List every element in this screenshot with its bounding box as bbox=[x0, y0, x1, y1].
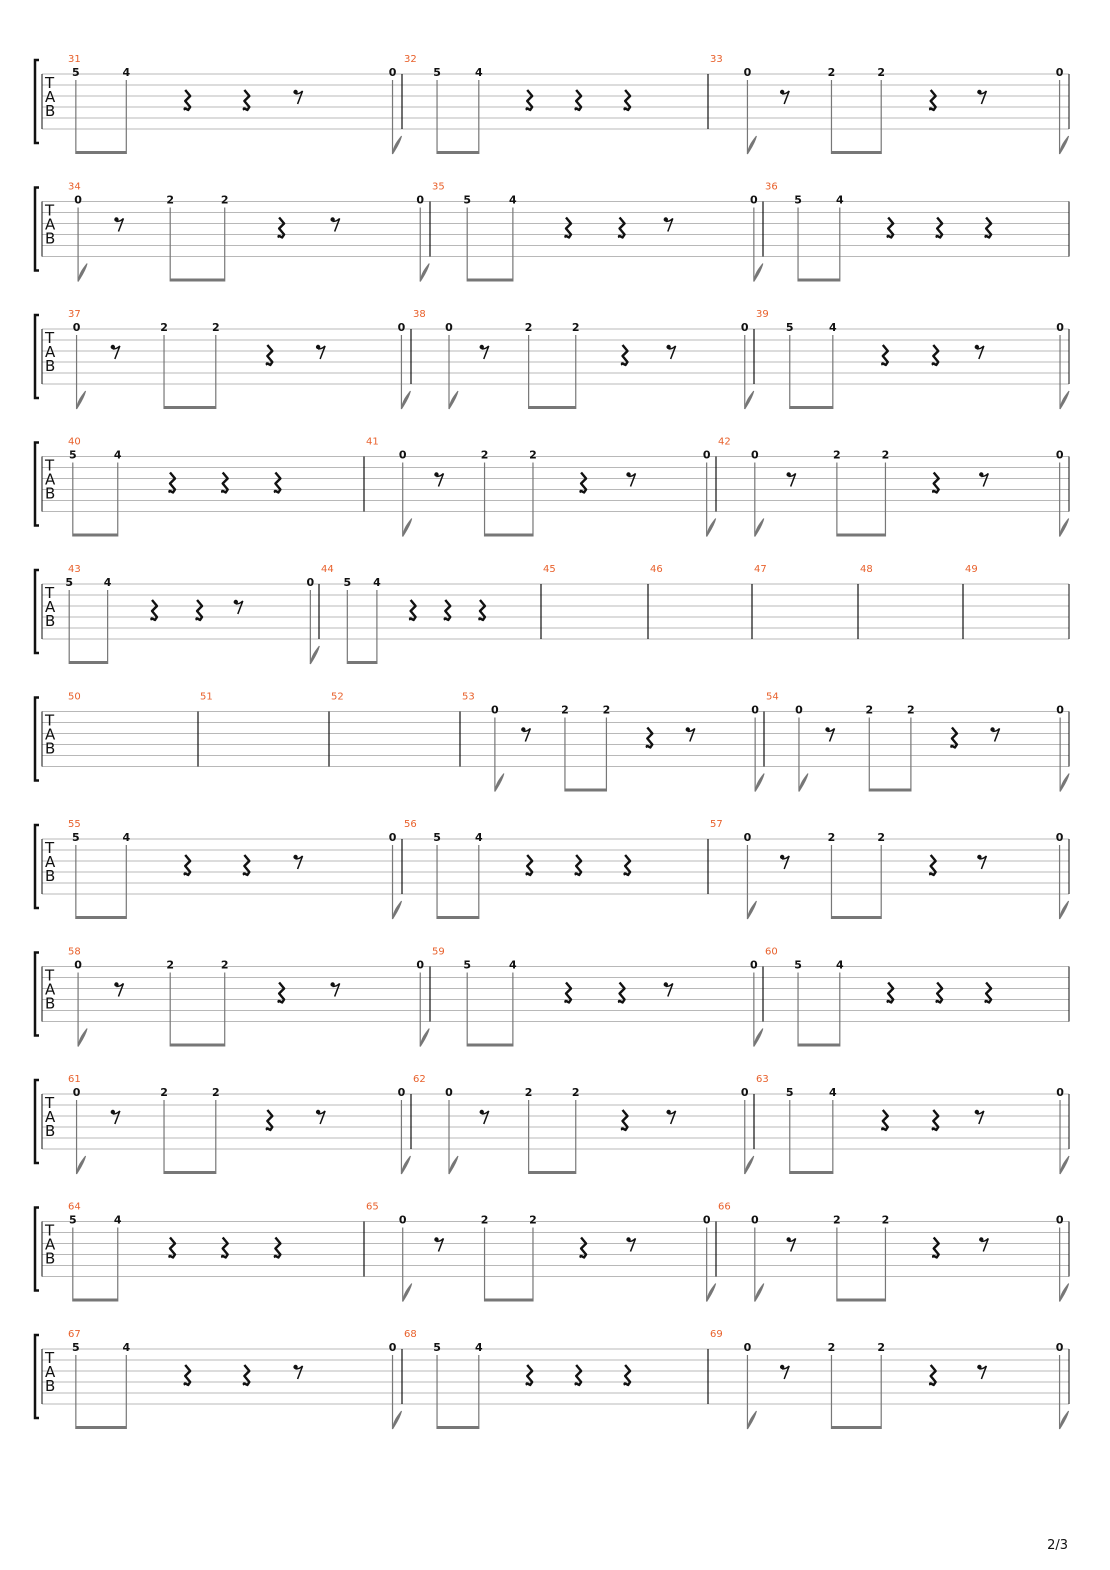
measure-number: 56 bbox=[404, 819, 417, 830]
fret-number: 0 bbox=[72, 1086, 81, 1099]
system-bracket bbox=[35, 443, 39, 526]
fret-number: 0 bbox=[702, 448, 711, 462]
system-bracket bbox=[35, 315, 39, 398]
measure bbox=[460, 692, 764, 792]
measure bbox=[754, 1074, 1069, 1174]
fret-number: 0 bbox=[491, 703, 499, 717]
fret-number: 4 bbox=[828, 1086, 837, 1099]
system-bracket bbox=[35, 953, 39, 1036]
fret-number: 4 bbox=[474, 831, 483, 844]
beam bbox=[798, 1044, 840, 1047]
tab-system bbox=[35, 1329, 1069, 1429]
measure bbox=[68, 1074, 410, 1174]
tab-clef-letter: T bbox=[45, 1221, 55, 1240]
measure bbox=[430, 182, 763, 282]
measure-number: 62 bbox=[413, 1074, 426, 1085]
eighth-flag bbox=[1060, 1156, 1069, 1174]
measure bbox=[68, 437, 280, 537]
fret-number: 0 bbox=[306, 576, 315, 589]
measure-number: 39 bbox=[756, 309, 769, 320]
tab-clef-letter: B bbox=[45, 1249, 56, 1268]
tab-clef-letter: T bbox=[45, 329, 55, 347]
system-bracket bbox=[35, 570, 39, 653]
fret-number: 0 bbox=[74, 193, 82, 207]
eighth-flag bbox=[755, 774, 764, 792]
fret-number: 2 bbox=[571, 321, 580, 334]
fret-number: 0 bbox=[743, 66, 752, 79]
tab-system bbox=[35, 819, 1069, 919]
measure-number: 55 bbox=[68, 819, 81, 830]
fret-number: 5 bbox=[785, 321, 794, 334]
measure-number: 37 bbox=[68, 309, 81, 320]
fret-number: 2 bbox=[480, 448, 489, 462]
beam bbox=[437, 1426, 479, 1429]
measure bbox=[708, 1329, 1069, 1429]
eighth-flag bbox=[393, 136, 402, 154]
fret-number: 5 bbox=[433, 66, 441, 79]
tab-clef-letter: B bbox=[45, 994, 56, 1013]
fret-number: 2 bbox=[881, 1213, 890, 1227]
fret-number: 4 bbox=[373, 576, 381, 589]
tab-clef-letter: T bbox=[45, 1349, 55, 1367]
tab-system bbox=[35, 564, 1069, 664]
measure-number: 53 bbox=[462, 691, 475, 703]
beam bbox=[69, 661, 107, 664]
measure-number: 57 bbox=[710, 819, 723, 830]
page-number: 2/3 bbox=[1047, 1538, 1068, 1553]
measure-number: 50 bbox=[68, 691, 81, 703]
tab-clef-letter: B bbox=[45, 357, 56, 375]
fret-number: 4 bbox=[474, 1341, 483, 1354]
beam bbox=[485, 534, 533, 537]
fret-number: 0 bbox=[750, 1213, 759, 1227]
beam bbox=[831, 916, 881, 919]
measure-number: 38 bbox=[413, 309, 426, 320]
tab-clef-letter: A bbox=[45, 725, 56, 744]
measure-number: 58 bbox=[68, 946, 81, 958]
fret-number: 5 bbox=[463, 958, 472, 972]
measure bbox=[68, 54, 402, 154]
measure bbox=[402, 54, 630, 154]
system-bracket bbox=[35, 1080, 39, 1163]
fret-number: 4 bbox=[113, 448, 122, 462]
beam bbox=[73, 534, 118, 537]
system-bracket bbox=[35, 698, 39, 781]
fret-number: 0 bbox=[751, 703, 759, 717]
measure bbox=[764, 692, 1069, 792]
tab-clef-letter: A bbox=[45, 853, 56, 871]
fret-number: 5 bbox=[72, 1341, 80, 1354]
fret-number: 2 bbox=[524, 1086, 533, 1099]
eighth-flag bbox=[420, 1029, 429, 1047]
beam bbox=[467, 279, 513, 282]
fret-number: 4 bbox=[835, 958, 844, 972]
fret-number: 5 bbox=[433, 1341, 441, 1354]
beam bbox=[837, 1299, 886, 1302]
measure bbox=[411, 1074, 754, 1174]
fret-number: 2 bbox=[833, 1213, 841, 1227]
measure-number: 34 bbox=[68, 181, 81, 193]
beam bbox=[869, 789, 911, 792]
measure bbox=[708, 54, 1069, 154]
measure bbox=[68, 692, 81, 703]
fret-number: 2 bbox=[881, 448, 890, 462]
fret-number: 5 bbox=[794, 958, 802, 972]
fret-number: 2 bbox=[160, 1086, 168, 1099]
fret-number: 4 bbox=[113, 1213, 122, 1227]
measure-number: 32 bbox=[404, 54, 417, 65]
measure bbox=[68, 947, 429, 1047]
measure-number: 40 bbox=[68, 436, 81, 448]
tab-clef-letter: A bbox=[45, 343, 56, 361]
fret-number: 0 bbox=[750, 193, 758, 207]
beam bbox=[798, 279, 840, 282]
tab-clef-letter: B bbox=[45, 612, 56, 630]
fret-number: 4 bbox=[103, 576, 112, 589]
fret-number: 2 bbox=[166, 958, 175, 972]
fret-number: 2 bbox=[571, 1086, 580, 1099]
measure bbox=[716, 1202, 1069, 1302]
measure-number: 59 bbox=[432, 946, 445, 958]
eighth-flag bbox=[403, 519, 412, 537]
eighth-flag bbox=[310, 646, 319, 664]
beam bbox=[170, 279, 225, 282]
eighth-flag bbox=[1060, 391, 1069, 409]
fret-number: 0 bbox=[388, 66, 397, 79]
beam bbox=[790, 406, 833, 409]
fret-number: 2 bbox=[160, 321, 168, 334]
eighth-flag bbox=[754, 1029, 763, 1047]
measure bbox=[430, 947, 763, 1047]
fret-number: 0 bbox=[1056, 1086, 1064, 1099]
fret-number: 5 bbox=[794, 193, 802, 207]
fret-number: 0 bbox=[702, 1213, 711, 1227]
eighth-flag bbox=[1060, 1284, 1069, 1302]
fret-number: 2 bbox=[166, 193, 175, 207]
fret-number: 2 bbox=[220, 193, 229, 207]
measure bbox=[68, 1202, 280, 1302]
fret-number: 5 bbox=[343, 576, 352, 589]
tab-system bbox=[35, 1074, 1069, 1174]
eighth-flag bbox=[754, 264, 763, 282]
fret-number: 4 bbox=[509, 958, 517, 972]
tab-clef-letter: T bbox=[45, 839, 55, 857]
system-bracket bbox=[35, 188, 39, 271]
eighth-flag bbox=[77, 1156, 86, 1174]
beam bbox=[831, 151, 881, 154]
eighth-flag bbox=[495, 774, 504, 792]
beam bbox=[467, 1044, 513, 1047]
tab-clef-letter: T bbox=[45, 456, 55, 475]
eighth-flag bbox=[401, 391, 410, 409]
fret-number: 4 bbox=[122, 831, 131, 844]
beam bbox=[529, 406, 576, 409]
tab-system bbox=[35, 54, 1069, 154]
beam bbox=[76, 916, 126, 919]
measure-number: 48 bbox=[860, 564, 873, 575]
fret-number: 2 bbox=[907, 703, 915, 717]
fret-number: 0 bbox=[1056, 703, 1064, 717]
measure-number: 42 bbox=[718, 436, 731, 448]
fret-number: 5 bbox=[72, 831, 80, 844]
eighth-flag bbox=[449, 391, 458, 409]
eighth-flag bbox=[1060, 901, 1069, 919]
measure-number: 33 bbox=[710, 54, 723, 65]
fret-number: 2 bbox=[827, 1341, 836, 1354]
measure-number: 67 bbox=[68, 1329, 81, 1340]
beam bbox=[565, 789, 606, 792]
eighth-flag bbox=[755, 519, 764, 537]
fret-number: 2 bbox=[480, 1213, 489, 1227]
eighth-flag bbox=[401, 1156, 410, 1174]
eighth-flag bbox=[393, 901, 402, 919]
fret-number: 2 bbox=[827, 66, 836, 79]
fret-number: 0 bbox=[1055, 831, 1064, 844]
measure bbox=[68, 1329, 402, 1429]
fret-number: 0 bbox=[750, 958, 758, 972]
measure-number: 61 bbox=[68, 1074, 81, 1085]
fret-number: 2 bbox=[561, 703, 569, 717]
tab-clef-letter: A bbox=[45, 1235, 56, 1254]
fret-number: 0 bbox=[397, 1086, 406, 1099]
eighth-flag bbox=[1060, 519, 1069, 537]
tab-clef-letter: T bbox=[45, 201, 55, 220]
eighth-flag bbox=[747, 901, 756, 919]
fret-number: 0 bbox=[388, 1341, 397, 1354]
fret-number: 0 bbox=[1055, 448, 1064, 462]
tab-clef-letter: B bbox=[45, 867, 56, 885]
measure bbox=[754, 309, 1069, 409]
measure bbox=[708, 819, 1069, 919]
measure-number: 43 bbox=[68, 564, 81, 575]
tab-clef-letter: T bbox=[45, 1094, 55, 1112]
measure bbox=[68, 819, 402, 919]
tab-clef-letter: A bbox=[45, 598, 56, 616]
fret-number: 5 bbox=[433, 831, 441, 844]
fret-number: 0 bbox=[388, 831, 397, 844]
eighth-flag bbox=[707, 519, 716, 537]
fret-number: 5 bbox=[68, 448, 77, 462]
measure-number: 45 bbox=[543, 564, 556, 575]
measure-number: 63 bbox=[756, 1074, 769, 1085]
tab-clef-letter: T bbox=[45, 74, 55, 92]
measure-number: 35 bbox=[432, 181, 445, 193]
fret-number: 0 bbox=[445, 321, 453, 334]
eighth-flag bbox=[755, 1284, 764, 1302]
measure bbox=[319, 564, 485, 664]
eighth-flag bbox=[393, 1411, 402, 1429]
fret-number: 5 bbox=[65, 576, 74, 589]
fret-number: 2 bbox=[529, 1213, 537, 1227]
measure-number: 44 bbox=[321, 564, 334, 575]
fret-number: 0 bbox=[398, 448, 407, 462]
fret-number: 0 bbox=[743, 1341, 752, 1354]
fret-number: 4 bbox=[122, 1341, 131, 1354]
measure bbox=[68, 309, 410, 409]
measure-number: 46 bbox=[650, 564, 663, 575]
fret-number: 0 bbox=[1055, 1213, 1064, 1227]
fret-number: 0 bbox=[416, 958, 425, 972]
tab-system bbox=[35, 1202, 1069, 1302]
fret-number: 4 bbox=[509, 193, 517, 207]
beam bbox=[790, 1171, 833, 1174]
tab-clef-letter: A bbox=[45, 1108, 56, 1126]
beam bbox=[164, 406, 216, 409]
tab-clef-letter: B bbox=[45, 1122, 56, 1140]
fret-number: 0 bbox=[1055, 66, 1064, 79]
fret-number: 0 bbox=[795, 703, 803, 717]
fret-number: 2 bbox=[877, 66, 886, 79]
measure-number: 51 bbox=[200, 691, 213, 703]
fret-number: 2 bbox=[877, 831, 886, 844]
eighth-flag bbox=[747, 136, 756, 154]
eighth-flag bbox=[799, 774, 808, 792]
measure-number: 31 bbox=[68, 54, 81, 65]
measure-number: 60 bbox=[765, 946, 778, 958]
eighth-flag bbox=[78, 264, 87, 282]
fret-number: 2 bbox=[211, 321, 220, 334]
fret-number: 2 bbox=[865, 703, 874, 717]
fret-number: 0 bbox=[416, 193, 425, 207]
tab-clef-letter: B bbox=[45, 484, 56, 503]
tab-system bbox=[35, 692, 1069, 792]
fret-number: 4 bbox=[474, 66, 483, 79]
system-bracket bbox=[35, 1208, 39, 1291]
fret-number: 2 bbox=[877, 1341, 886, 1354]
measure-number: 64 bbox=[68, 1201, 81, 1213]
beam bbox=[831, 1426, 881, 1429]
eighth-flag bbox=[707, 1284, 716, 1302]
measure-number: 36 bbox=[765, 181, 778, 193]
system-bracket bbox=[35, 1335, 39, 1418]
fret-number: 0 bbox=[445, 1086, 453, 1099]
measure bbox=[716, 437, 1069, 537]
eighth-flag bbox=[449, 1156, 458, 1174]
tab-clef-letter: A bbox=[45, 1363, 56, 1381]
beam bbox=[76, 1426, 126, 1429]
eighth-flag bbox=[745, 391, 754, 409]
eighth-flag bbox=[420, 264, 429, 282]
tab-clef-letter: B bbox=[45, 229, 56, 248]
tab-system bbox=[35, 437, 1069, 537]
fret-number: 5 bbox=[72, 66, 80, 79]
tab-clef-letter: A bbox=[45, 215, 56, 234]
tab-clef-letter: A bbox=[45, 88, 56, 106]
fret-number: 2 bbox=[827, 831, 836, 844]
tab-clef-letter: B bbox=[45, 1377, 56, 1395]
fret-number: 0 bbox=[398, 1213, 407, 1227]
measure bbox=[65, 564, 319, 664]
fret-number: 0 bbox=[1055, 1341, 1064, 1354]
tab-system bbox=[35, 309, 1069, 409]
system-bracket bbox=[35, 825, 39, 908]
fret-number: 0 bbox=[72, 321, 81, 334]
tab-clef-letter: B bbox=[45, 102, 56, 120]
beam bbox=[73, 1299, 118, 1302]
measure-number: 69 bbox=[710, 1329, 723, 1340]
measure-number: 49 bbox=[965, 564, 978, 575]
measure-number: 41 bbox=[366, 436, 379, 448]
fret-number: 5 bbox=[463, 193, 472, 207]
fret-number: 0 bbox=[740, 1086, 749, 1099]
fret-number: 0 bbox=[74, 958, 82, 972]
tab-clef-letter: T bbox=[45, 711, 55, 730]
measure bbox=[402, 819, 630, 919]
tab-system bbox=[35, 947, 1069, 1047]
eighth-flag bbox=[77, 391, 86, 409]
measure-number: 68 bbox=[404, 1329, 417, 1340]
measure bbox=[763, 947, 991, 1047]
beam bbox=[485, 1299, 533, 1302]
system-bracket bbox=[35, 60, 39, 143]
fret-number: 2 bbox=[211, 1086, 220, 1099]
tab-clef-letter: T bbox=[45, 966, 55, 985]
fret-number: 2 bbox=[602, 703, 611, 717]
beam bbox=[529, 1171, 576, 1174]
fret-number: 2 bbox=[524, 321, 533, 334]
tab-clef-letter: B bbox=[45, 739, 56, 758]
tab-clef-letter: T bbox=[45, 584, 55, 602]
fret-number: 5 bbox=[68, 1213, 77, 1227]
fret-number: 0 bbox=[740, 321, 749, 334]
measure-number: 47 bbox=[754, 564, 767, 575]
tab-clef-letter: A bbox=[45, 980, 56, 999]
beam bbox=[164, 1171, 216, 1174]
tab-system bbox=[35, 182, 1069, 282]
beam bbox=[76, 151, 126, 154]
measure bbox=[411, 309, 754, 409]
measure bbox=[763, 182, 991, 282]
beam bbox=[837, 534, 886, 537]
measure-number: 52 bbox=[331, 691, 344, 703]
fret-number: 2 bbox=[220, 958, 229, 972]
fret-number: 4 bbox=[835, 193, 844, 207]
beam bbox=[170, 1044, 225, 1047]
fret-number: 2 bbox=[529, 448, 537, 462]
beam bbox=[437, 916, 479, 919]
eighth-flag bbox=[1060, 1411, 1069, 1429]
fret-number: 5 bbox=[785, 1086, 794, 1099]
measure-number: 65 bbox=[366, 1201, 379, 1213]
eighth-flag bbox=[1060, 136, 1069, 154]
fret-number: 0 bbox=[397, 321, 406, 334]
measure bbox=[68, 182, 429, 282]
measure-number: 54 bbox=[766, 691, 779, 703]
eighth-flag bbox=[747, 1411, 756, 1429]
beam bbox=[347, 661, 377, 664]
fret-number: 0 bbox=[750, 448, 759, 462]
measure bbox=[364, 1202, 716, 1302]
measure-number: 66 bbox=[718, 1201, 731, 1213]
measure bbox=[364, 437, 716, 537]
eighth-flag bbox=[78, 1029, 87, 1047]
measure bbox=[402, 1329, 630, 1429]
fret-number: 0 bbox=[743, 831, 752, 844]
fret-number: 2 bbox=[833, 448, 841, 462]
fret-number: 4 bbox=[828, 321, 837, 334]
tab-clef-letter: A bbox=[45, 470, 56, 489]
eighth-flag bbox=[403, 1284, 412, 1302]
eighth-flag bbox=[1060, 774, 1069, 792]
beam bbox=[437, 151, 479, 154]
eighth-flag bbox=[745, 1156, 754, 1174]
fret-number: 4 bbox=[122, 66, 131, 79]
fret-number: 0 bbox=[1056, 321, 1064, 334]
